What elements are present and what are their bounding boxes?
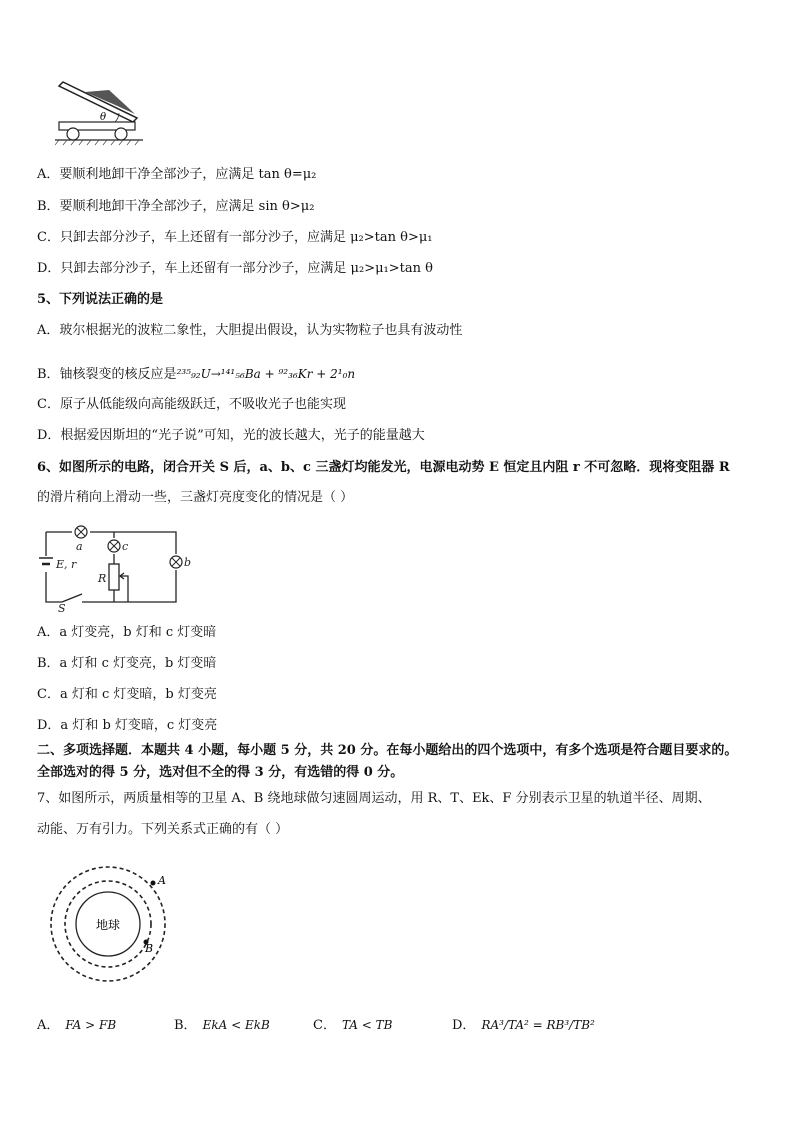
q6-option-b: B．a 灯和 c 灯变亮，b 灯变暗 xyxy=(37,656,217,671)
q5-stem: 5、下列说法正确的是 xyxy=(37,292,164,307)
lamp-c-icon xyxy=(108,540,120,552)
q7-option-c: C． TA < TB xyxy=(313,1018,393,1033)
label-c: c xyxy=(122,540,129,553)
q7-option-d: D． RA³/TA² = RB³/TB² xyxy=(452,1018,595,1033)
label-resistor: R xyxy=(98,572,107,585)
q4-option-d: D．只卸去部分沙子，车上还留有一部分沙子，应满足 μ₂>μ₁>tan θ xyxy=(37,261,433,276)
label-a: a xyxy=(76,540,83,553)
q4-option-c: C．只卸去部分沙子，车上还留有一部分沙子，应满足 μ₂>tan θ>μ₁ xyxy=(37,230,433,245)
satellite-a-icon xyxy=(151,881,156,886)
q6-stem-line2: 的滑片稍向上滑动一些，三盏灯亮度变化的情况是（ ） xyxy=(37,490,354,505)
label-switch: S xyxy=(58,602,66,612)
q6-option-d: D．a 灯和 b 灯变暗，c 灯变亮 xyxy=(37,718,218,733)
q6-stem-line1: 6、如图所示的电路，闭合开关 S 后，a、b、c 三盏灯均能发光，电源电动势 E 恒定且内阻 r 不可忽略．现将变阻器 R xyxy=(37,460,730,475)
q7-option-a: A． FA > FB xyxy=(37,1018,117,1033)
q5-option-d: D．根据爱因斯坦的“光子说”可知，光的波长越大，光子的能量越大 xyxy=(37,428,425,443)
label-source: E, r xyxy=(56,558,77,571)
section2-line1: 二、多项选择题．本题共 4 小题，每小题 5 分，共 20 分。在每小题给出的四个选项中，有多个选项是符合题目要求的。 xyxy=(37,743,738,758)
q5-option-c: C．原子从低能级向高能级跃迁，不吸收光子也能实现 xyxy=(37,397,346,412)
q6-option-c: C．a 灯和 c 灯变暗，b 灯变亮 xyxy=(37,687,217,702)
q7-stem-line1: 7、如图所示，两质量相等的卫星 A、B 绕地球做匀速圆周运动，用 R、T、Ek、F 分别表示卫星的轨道半径、周期、 xyxy=(37,791,711,806)
label-b: b xyxy=(184,556,192,569)
section2-line2: 全部选对的得 5 分，选对但不全的得 3 分，有选错的得 0 分。 xyxy=(37,765,404,780)
circuit-figure xyxy=(36,520,196,612)
nuclear-reaction-equation: ²³⁵₉₂U→¹⁴¹₅₆Ba + ⁹²₃₆Kr + 2¹₀n xyxy=(176,367,356,381)
angle-theta-label: θ xyxy=(100,112,107,123)
q6-option-a: A．a 灯变亮，b 灯和 c 灯变暗 xyxy=(37,625,217,640)
q7-stem-line2: 动能、万有引力。下列关系式正确的有（ ） xyxy=(37,822,289,837)
lamp-b-icon xyxy=(170,556,182,568)
q4-option-b: B．要顺利地卸干净全部沙子，应满足 sin θ>μ₂ xyxy=(37,199,315,214)
q4-option-a: A．要顺利地卸干净全部沙子，应满足 tan θ=μ₂ xyxy=(37,167,317,182)
lamp-a-icon xyxy=(75,526,87,538)
earth-label: 地球 xyxy=(95,918,121,932)
truck-figure xyxy=(55,80,145,146)
sat-a-label: A xyxy=(158,874,166,887)
q5-option-a: A．玻尔根据光的波粒二象性，大胆提出假设，认为实物粒子也具有波动性 xyxy=(37,323,463,338)
orbit-figure xyxy=(40,862,176,986)
q7-option-b: B． EkA < EkB xyxy=(174,1018,270,1033)
sat-b-label: B xyxy=(145,942,154,955)
q5-option-b: B．铀核裂变的核反应是²³⁵₉₂U→¹⁴¹₅₆Ba + ⁹²₃₆Kr + 2¹₀n xyxy=(37,367,356,382)
